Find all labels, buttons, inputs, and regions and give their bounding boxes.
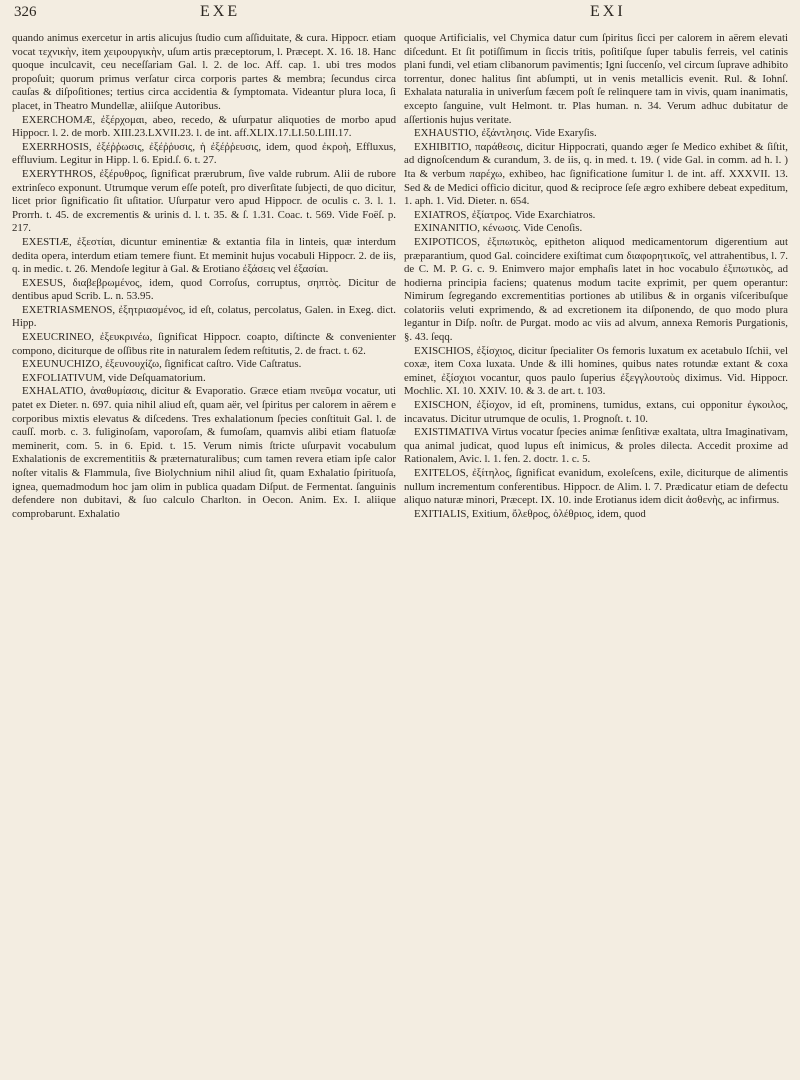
entry-paragraph: EXHIBITIO, παράθεσις, dicitur Hippocrati, quando æger ſe Medico exhibet & ſiſtit, ad dignoſcendum & curandum, 3. de iis, q. in med. t. 19. ( vide Gal. in comm. ad h. l. ) Ita & verbum παρέχω, exhibeo, hac ſignificatione ſumitur l. de int. aff. XXXVII. 13. Sed & de Medici officio dicitur, quod & reciproce ſeſe ægro exhibere debeat expeditum, 1. aph. 1. Vid. Dieter. n. 654. — [404, 140, 788, 208]
entry-paragraph: EXESUS, διαβεβρωμένος, idem, quod Corroſus, corruptus, σηπτὸς. Dicitur de dentibus apud Scrib. L. n. 53.95. — [12, 276, 396, 303]
page-header — [0, 0, 800, 30]
entry-paragraph: EXITELOS, ἐξίτηλος, ſignificat evanidum, exoleſcens, exile, diciturque de alimentis nullum incrementum conferentibus. Hippocr. de Alim. l. 7. Prædicatur etiam de defectu aliquo naturæ minori, Præcept. IX. 10. inde Erotianus idem dicit ἀσθενὴς, ac infirmus. — [404, 467, 788, 507]
entry-paragraph: EXITIALIS, Exitium, ὄλεθρος, ὀλέθριος, idem, quod — [414, 507, 646, 520]
entry-paragraph: EXHALATIO, ἀναθυμίασις, dicitur & Evaporatio. Græce etiam πνεῦμα vocatur, uti patet ex Dieter. n. 697. quia nihil aliud eſt, quam aër, vel ſpiritus per calorem in aërem e corporibus mixtis elevatus & diſcedens. Tres exhalationum ſpecies conſtituit Gal. l. de cauſſ. morb. c. 3. fuliginoſam, vaporoſam, & fumoſam, quamvis alibi etiam flatuoſæ meminerit, com. 5. in 6. Epid. t. 15. Verum nimis ſtricte uſurpavit vocabulum Exhalationis de excrementitiis & præternaturalibus; cum tamen revera etiam ipſe calor noſter vitalis & Flammula, ſive Biolychnium nihil aliud ſit, quam Exhalatio ſpirituoſa, ignea, quemadmodum hoc jam olim in publica quadam Diſput. de Fermentat. ſanguinis defendere non dubitavi, & ſuo calculo Charlton. in Oecon. Anim. Ex. I. aliique comprobarunt. Exhalatio — [12, 385, 396, 520]
entry-paragraph: EXIPOTICOS, ἐξιπωτικὸς, epitheton aliquod medicamentorum digerentium aut præparantium, quod Gal. coincidere exiſtimat cum διαφορητικοῖς, vel attrahentibus, l. 7. de C. M. P. G. c. 9. Enimvero major emphaſis latet in hoc vocabulo ἐξιπωτικὸς, ad hodierna principia faciens; quatenus modum tacite exprimit, per quem operantur: Nimirum ſegregando excrementitias portiones ab utilibus & in organis viſceribuſque colatoriis veluti exprimendo, & ad excretionem ita diſponendo, de quo modo plura legantur in Diſp. noſtr. de Purgat. modo ac viis ad alvum, annexa Remoris Purgationis, §. 43. ſeqq. — [404, 235, 788, 344]
entry-paragraph: EXEUNUCHIZO, ἐξευνουχίζω, ſignificat caſtro. Vide Caſtratus. — [22, 358, 302, 371]
entry-paragraph: EXISCHIOS, ἐξίσχιος, dicitur ſpecialiter Os femoris luxatum ex acetabulo Iſchii, vel coxæ, item Coxa luxata. Unde & illi homines, quibus nates rotundæ extant & coxa eminet, ἐξίσχιοι vocantur, quos paulo ſuperius ἐξεγγλουτοὺς diximus. Vid. Hippocr. Mochlic. XI. 10. XXIV. 10. & 3. de art. t. 103. — [404, 344, 788, 398]
entry-paragraph: EXESTIÆ, ἐξεστίαι, dicuntur eminentiæ & extantia fila in linteis, quæ interdum dedita opera, interdum etiam temere fiunt. Et meminit hujus vocabuli Hippocr. 2. de iis, q. in medic. t. 26. Mendoſe legitur à Gal. & Erotiano ἐξάσεις vel ἐξασίαι. — [12, 235, 396, 276]
entry-paragraph: EXEUCRINEO, ἐξευκρινέω, ſignificat Hippocr. coapto, diſtincte & convenienter compono, diciturque de oſſibus rite in naturalem ſedem reſtitutis, 2. de fract. t. 62. — [12, 331, 396, 357]
entry-paragraph: EXIATROS, ἐξίατρος. Vide Exarchiatros. — [414, 208, 596, 221]
entry-paragraph: EXETRIASMENOS, ἐξητριασμένος, id eſt, colatus, percolatus, Galen. in Exeg. dict. Hipp. — [12, 303, 396, 330]
running-head-right: EXI — [590, 3, 626, 20]
right-column — [404, 32, 788, 521]
entry-paragraph: EXISTIMATIVA Virtus vocatur ſpecies animæ ſenſitivæ exaltata, ultra Imaginativam, qua animal judicat, quod lupus eſt inimicus, & proles dilecta. Accedit proxime ad Rationalem, Avic. l. 1. fen. 2. doctr. 1. c. 5. — [404, 426, 788, 466]
entry-paragraph: EXFOLIATIVUM, vide Deſquamatorium. — [22, 371, 206, 384]
entry-paragraph: quando animus exercetur in artis alicujus ſtudio cum aſſiduitate, & cura. Hippocr. etiam vocat τεχνικὴν, item χειρουργικὴν, uſum artis præceptorum, l. Præcept. X. 16. 18. Hanc quoque inculcavit, ceu neceſſariam Gal. l. 2. de loc. Aff. cap. 1. ubi tres modos propoſuit; quorum primus verſatur circa corporis partes & membra; ſecundus circa cauſas & diſpoſitiones; tertius circa accidentia & ſymptomata. Videantur plura loca, ſi placet, in Theatro Mundellæ, aliiſque Autoribus. — [12, 32, 396, 112]
entry-paragraph: EXISCHON, ἐξίσχον, id eſt, prominens, tumidus, extans, cui opponitur ἐγκοιλος, incavatus. Dicitur utrumque de oculis, 1. Prognoſt. t. 10. — [404, 399, 788, 425]
entry-paragraph: EXERRHOSIS, ἐξέῤῥωσις, ἐξέῤῥυσις, ἡ ἐξέῤῥευσις, idem, quod ἐκροὴ, Effluxus, effluvium. Legitur in Hipp. l. 6. Epid.ſ. 6. t. 27. — [12, 140, 396, 167]
entry-paragraph: EXHAUSTIO, ἐξάντλησις. Vide Exaryſis. — [414, 127, 597, 140]
entry-paragraph: EXERYTHROS, ἐξέρυθρος, ſignificat prærubrum, ſive valde rubrum. Alii de rubore extrinſeco exponunt. Utrumque verum eſſe poteſt, pro diverſitate ſubjecti, de quo dicitur, licet prior ſignificatio ſit uſitatior. Uſurpatur vero apud Hippocr. de oculis c. 3. l. 1. Prorrh. t. 45. de excrementis & urinis d. l. t. 35. & ſ. 1.31. Coac. t. 569. Vide Foëſ. p. 217. — [12, 167, 396, 235]
entry-paragraph: quoque Artificialis, vel Chymica datur cum ſpiritus ſicci per calorem in aërem elevati diſcedunt. Et ſit potiſſimum in ſiccis tritis, poſitiſque ſuper tabulis ferreis, vel catinis plani fundi, vel etiam clibanorum pavimentis; Igni ſuccenſo, vel circum ſuprave adhibito torrentur, donec halitus ſint abſumpti, ut in venis metallicis evenit. Rul. & Iohnſ. Exhalata naturalia in univerſum fæcem poſt ſe relinquere tam in vivis, quam inanimatis, excepto ſanguine, vult Helmont. tr. Plas human. n. 34. Verum adhuc dubitatur de aſſertionis hujus veritate. — [404, 32, 788, 126]
entry-paragraph: EXERCHOMÆ, ἐξέρχομαι, abeo, recedo, & uſurpatur aliquoties de morbo apud Hippocr. l. 2. de morb. XIII.23.LXVII.23. l. de int. aff.XLIX.17.LI.50.LIII.17. — [12, 113, 396, 140]
page-number: 326 — [14, 4, 37, 20]
entry-paragraph: EXINANITIO, κένωσις. Vide Cenoſis. — [414, 222, 583, 235]
left-column — [12, 32, 396, 521]
running-head-left: EXE — [200, 3, 241, 20]
